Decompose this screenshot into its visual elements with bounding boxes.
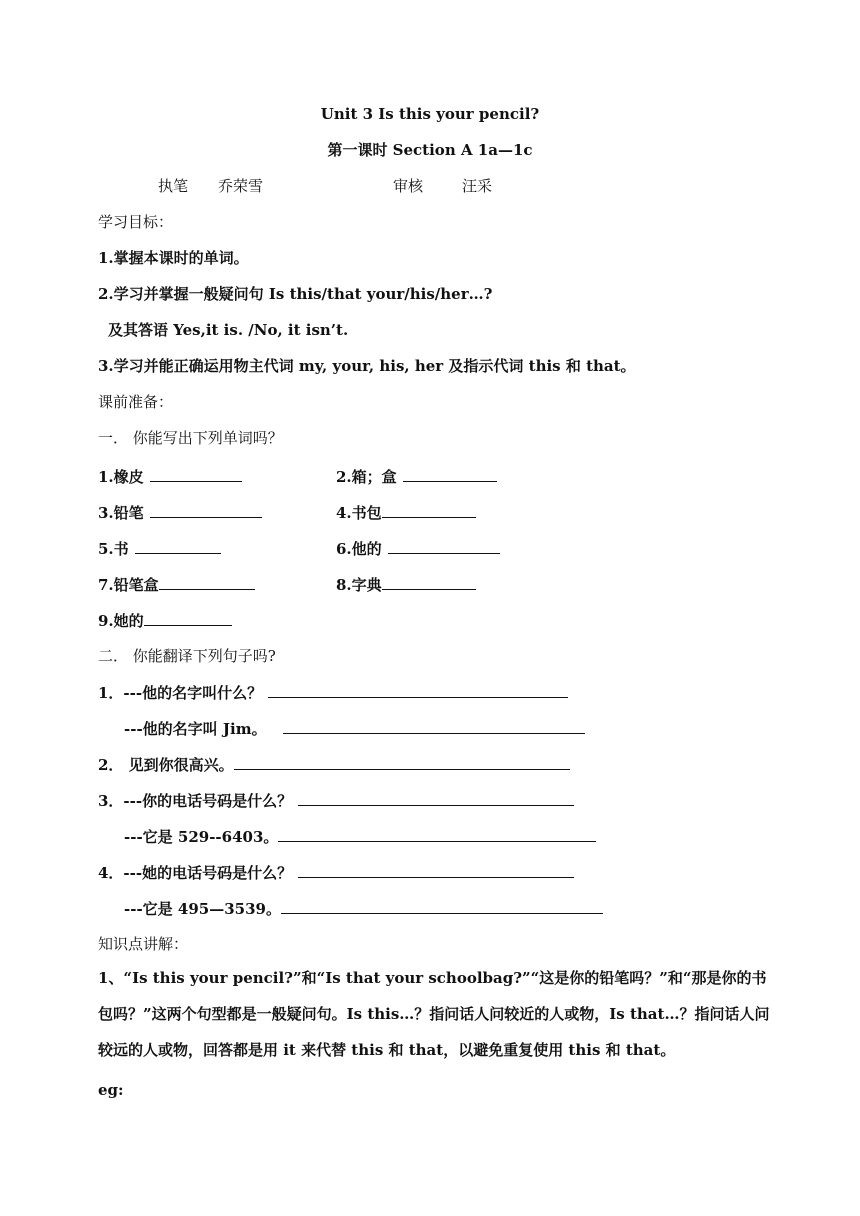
answer-blank[interactable] — [281, 898, 603, 914]
word-item: 2.箱；盒 — [336, 466, 497, 487]
example-label: eg: — [98, 1081, 124, 1099]
answer-blank[interactable] — [234, 754, 570, 770]
answer-blank[interactable] — [135, 538, 221, 554]
objectives-heading: 学习目标： — [98, 213, 174, 231]
objective-item: 1.掌握本课时的单词。 — [98, 249, 249, 267]
knowledge-paragraph: 1、“Is this your pencil?”和“Is that your schoolbag?”“这是你的铅笔吗？”和“那是你的书包吗？”这两个句型都是一般疑问句。Is this…？指问话人问较近的人或物，Is that…？指问话人问较远的人或物，回答都是用 it 来代替 this 和 that，以避免重复使用 this 和 that。 — [98, 969, 770, 1059]
answer-blank[interactable] — [150, 502, 262, 518]
sentence-item: ---他的名字叫 Jim。 — [124, 718, 585, 739]
answer-blank[interactable] — [403, 466, 497, 482]
part2-heading: 二． 你能翻译下列句子吗? — [98, 647, 276, 665]
word-item: 6.他的 — [336, 538, 500, 559]
word-item: 1.橡皮 — [98, 466, 242, 487]
word-item: 5.书 — [98, 538, 221, 559]
answer-blank[interactable] — [159, 574, 255, 590]
part1-heading: 一． 你能写出下列单词吗？ — [98, 429, 283, 447]
answer-blank[interactable] — [278, 826, 596, 842]
page-subtitle: 第一课时 Section A 1a—1c — [327, 141, 533, 159]
sentence-item: ---它是 529--6403。 — [124, 826, 596, 847]
objective-item: 2.学习并掌握一般疑问句 Is this/that your/his/her…? — [98, 285, 493, 303]
sentence-item: 1．---他的名字叫什么？ — [98, 682, 568, 703]
writer-label: 执笔 — [158, 177, 189, 195]
word-item: 8.字典 — [336, 574, 476, 595]
reviewer-name: 汪采 — [462, 177, 493, 195]
word-item: 4.书包 — [336, 502, 476, 523]
answer-blank[interactable] — [268, 682, 568, 698]
answer-blank[interactable] — [382, 502, 476, 518]
knowledge-heading: 知识点讲解： — [98, 935, 189, 953]
answer-blank[interactable] — [382, 574, 476, 590]
writer-name: 乔荣雪 — [218, 177, 264, 195]
page-title: Unit 3 Is this your pencil? — [320, 105, 540, 123]
answer-blank[interactable] — [283, 718, 585, 734]
word-item: 7.铅笔盒 — [98, 574, 255, 595]
answer-blank[interactable] — [150, 466, 242, 482]
sentence-item: 2． 见到你很高兴。 — [98, 754, 570, 775]
sentence-item: 4．---她的电话号码是什么？ — [98, 862, 574, 883]
objective-item: 3.学习并能正确运用物主代词 my, your, his, her 及指示代词 this 和 that。 — [98, 357, 636, 375]
sentence-item: 3．---你的电话号码是什么？ — [98, 790, 574, 811]
prep-heading: 课前准备： — [98, 393, 174, 411]
word-item: 9.她的 — [98, 610, 232, 631]
objective-item: 及其答语 Yes,it is. /No, it isn’t. — [108, 321, 349, 339]
answer-blank[interactable] — [388, 538, 500, 554]
answer-blank[interactable] — [144, 610, 232, 626]
reviewer-label: 审核 — [393, 177, 424, 195]
sentence-item: ---它是 495—3539。 — [124, 898, 603, 919]
answer-blank[interactable] — [298, 790, 574, 806]
word-item: 3.铅笔 — [98, 502, 262, 523]
answer-blank[interactable] — [298, 862, 574, 878]
